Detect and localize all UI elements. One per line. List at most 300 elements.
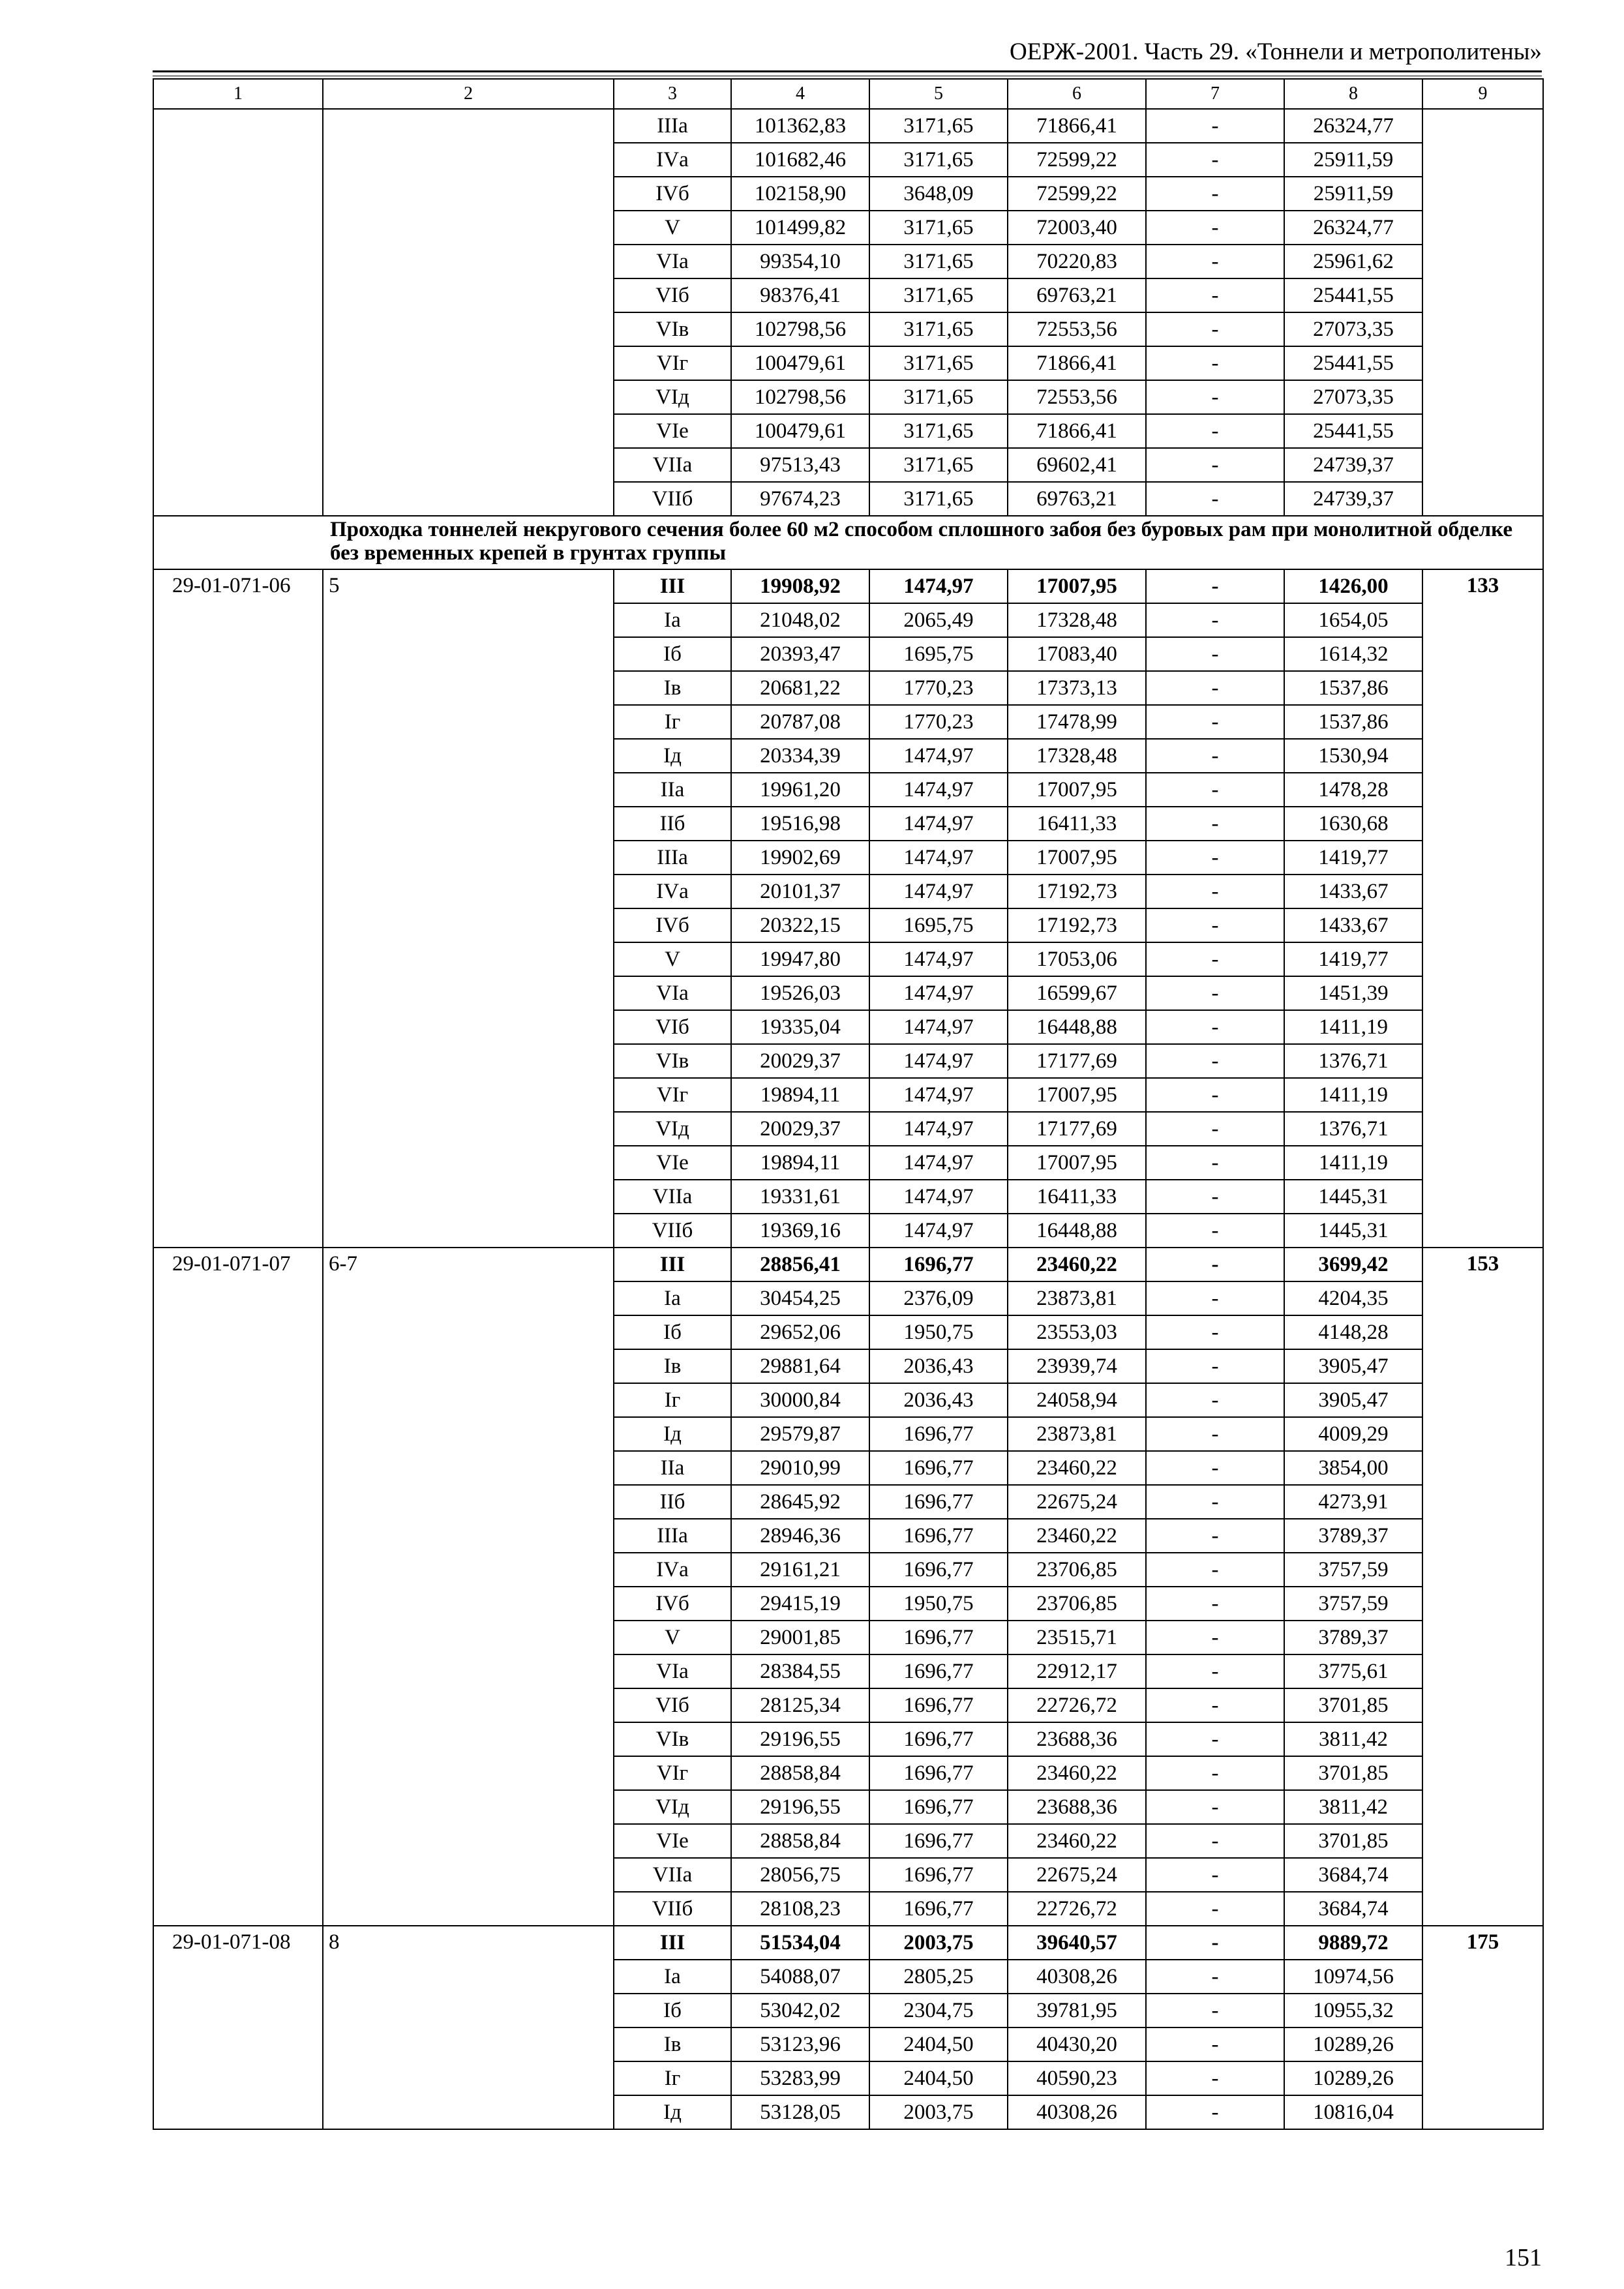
value-cell-c5: 2404,50 [869, 2027, 1008, 2061]
category-cell: Iа [614, 603, 731, 637]
value-cell-c6: 22675,24 [1008, 1858, 1146, 1892]
value-cell-c7: - [1146, 1824, 1284, 1858]
value-cell-c6: 23873,81 [1008, 1281, 1146, 1315]
value-cell-c8: 1537,86 [1284, 671, 1422, 705]
value-cell-c7: - [1146, 671, 1284, 705]
category-cell: VIIа [614, 1180, 731, 1214]
value-cell-c8: 3701,85 [1284, 1756, 1422, 1790]
value-cell-c5: 1696,77 [869, 1248, 1008, 1281]
value-cell-c7: - [1146, 807, 1284, 841]
value-cell-c7: - [1146, 143, 1284, 177]
value-cell-c8: 1376,71 [1284, 1044, 1422, 1078]
value-cell-c4: 98376,41 [731, 278, 869, 312]
column-number: 8 [1284, 79, 1422, 109]
value-cell-c5: 1696,77 [869, 1722, 1008, 1756]
value-cell-c8: 3775,61 [1284, 1654, 1422, 1688]
value-cell-c8: 1445,31 [1284, 1214, 1422, 1248]
value-cell-c5: 1696,77 [869, 1654, 1008, 1688]
value-cell-c8: 3701,85 [1284, 1688, 1422, 1722]
value-cell-c5: 1474,97 [869, 1214, 1008, 1248]
value-cell-c8: 27073,35 [1284, 380, 1422, 414]
value-cell-c4: 28056,75 [731, 1858, 869, 1892]
value-cell-c7: - [1146, 705, 1284, 739]
value-cell-c4: 20393,47 [731, 637, 869, 671]
value-cell-c6: 22912,17 [1008, 1654, 1146, 1688]
value-cell-c7: - [1146, 2095, 1284, 2129]
value-cell-c6: 22726,72 [1008, 1892, 1146, 1926]
value-cell-c6: 17192,73 [1008, 875, 1146, 908]
value-cell-c7: - [1146, 1078, 1284, 1112]
value-cell-c6: 69602,41 [1008, 448, 1146, 482]
value-cell-c4: 19947,80 [731, 942, 869, 976]
value-cell-c4: 29881,64 [731, 1349, 869, 1383]
price-table [153, 78, 1544, 2130]
value-cell-c4: 29010,99 [731, 1451, 869, 1485]
value-cell-c6: 69763,21 [1008, 278, 1146, 312]
column-number: 3 [614, 79, 731, 109]
category-cell: IIа [614, 1451, 731, 1485]
value-cell-c5: 1696,77 [869, 1688, 1008, 1722]
value-cell-c8: 1445,31 [1284, 1180, 1422, 1214]
value-cell-c7: - [1146, 1654, 1284, 1688]
value-cell-c5: 1474,97 [869, 739, 1008, 773]
value-cell-c4: 19894,11 [731, 1078, 869, 1112]
value-cell-c5: 1474,97 [869, 976, 1008, 1010]
value-cell-c4: 101499,82 [731, 211, 869, 245]
value-cell-c4: 29161,21 [731, 1553, 869, 1587]
value-cell-c7: - [1146, 448, 1284, 482]
value-cell-c5: 1950,75 [869, 1587, 1008, 1621]
value-cell-c5: 1696,77 [869, 1621, 1008, 1654]
value-cell-c6: 16448,88 [1008, 1010, 1146, 1044]
value-cell-c8: 4273,91 [1284, 1485, 1422, 1519]
value-cell-c7: - [1146, 380, 1284, 414]
value-cell-c6: 17007,95 [1008, 841, 1146, 875]
value-cell-c4: 28946,36 [731, 1519, 869, 1553]
value-cell-c6: 23688,36 [1008, 1722, 1146, 1756]
value-cell-c6: 17053,06 [1008, 942, 1146, 976]
value-cell-c5: 2376,09 [869, 1281, 1008, 1315]
category-cell: V [614, 1621, 731, 1654]
value-cell-c5: 1474,97 [869, 1010, 1008, 1044]
category-cell: VIв [614, 1722, 731, 1756]
category-cell: VIе [614, 1146, 731, 1180]
value-cell-c5: 1474,97 [869, 841, 1008, 875]
value-cell-c8: 3905,47 [1284, 1383, 1422, 1417]
value-cell-c7: - [1146, 739, 1284, 773]
value-cell-c8: 27073,35 [1284, 312, 1422, 346]
category-cell: IIа [614, 773, 731, 807]
value-cell-c7: - [1146, 109, 1284, 143]
value-cell-c8: 1419,77 [1284, 942, 1422, 976]
value-cell-c5: 3171,65 [869, 278, 1008, 312]
value-cell-c8: 3757,59 [1284, 1587, 1422, 1621]
value-cell-c5: 3648,09 [869, 177, 1008, 211]
category-cell: VIг [614, 1078, 731, 1112]
category-cell: Iг [614, 2061, 731, 2095]
value-cell-c6: 23460,22 [1008, 1824, 1146, 1858]
value-cell-c5: 2304,75 [869, 1994, 1008, 2027]
value-cell-c4: 29001,85 [731, 1621, 869, 1654]
value-cell-c5: 2805,25 [869, 1960, 1008, 1994]
value-cell-c7: - [1146, 1281, 1284, 1315]
column9-value: 133 [1422, 569, 1543, 1248]
value-cell-c5: 3171,65 [869, 448, 1008, 482]
value-cell-c6: 72553,56 [1008, 312, 1146, 346]
value-cell-c5: 3171,65 [869, 143, 1008, 177]
value-cell-c5: 1695,75 [869, 908, 1008, 942]
category-cell: V [614, 942, 731, 976]
value-cell-c5: 1950,75 [869, 1315, 1008, 1349]
value-cell-c5: 3171,65 [869, 312, 1008, 346]
column9-value: 175 [1422, 1926, 1543, 2129]
value-cell-c8: 1411,19 [1284, 1078, 1422, 1112]
value-cell-c6: 17007,95 [1008, 1146, 1146, 1180]
value-cell-c4: 19961,20 [731, 773, 869, 807]
value-cell-c8: 3811,42 [1284, 1790, 1422, 1824]
value-cell-c7: - [1146, 1180, 1284, 1214]
value-cell-c7: - [1146, 976, 1284, 1010]
value-cell-c8: 3684,74 [1284, 1892, 1422, 1926]
value-cell-c4: 51534,04 [731, 1926, 869, 1960]
value-cell-c8: 10289,26 [1284, 2061, 1422, 2095]
value-cell-c4: 97674,23 [731, 482, 869, 516]
value-cell-c5: 1474,97 [869, 1146, 1008, 1180]
page-number: 151 [1505, 2244, 1542, 2271]
value-cell-c4: 19331,61 [731, 1180, 869, 1214]
value-cell-c8: 9889,72 [1284, 1926, 1422, 1960]
value-cell-c8: 1614,32 [1284, 637, 1422, 671]
value-cell-c6: 24058,94 [1008, 1383, 1146, 1417]
column-number: 2 [323, 79, 614, 109]
value-cell-c8: 4009,29 [1284, 1417, 1422, 1451]
norm-code: 29-01-071-08 [153, 1926, 323, 2129]
value-cell-c8: 1433,67 [1284, 875, 1422, 908]
value-cell-c8: 1411,19 [1284, 1146, 1422, 1180]
value-cell-c5: 3171,65 [869, 346, 1008, 380]
column-number: 1 [153, 79, 323, 109]
value-cell-c4: 53283,99 [731, 2061, 869, 2095]
value-cell-c6: 23553,03 [1008, 1315, 1146, 1349]
value-cell-c4: 102798,56 [731, 380, 869, 414]
value-cell-c6: 40308,26 [1008, 2095, 1146, 2129]
value-cell-c7: - [1146, 1214, 1284, 1248]
value-cell-c6: 72599,22 [1008, 177, 1146, 211]
value-cell-c7: - [1146, 1756, 1284, 1790]
value-cell-c7: - [1146, 637, 1284, 671]
value-cell-c6: 23460,22 [1008, 1756, 1146, 1790]
category-cell: VIа [614, 976, 731, 1010]
value-cell-c5: 1696,77 [869, 1553, 1008, 1587]
value-cell-c8: 3811,42 [1284, 1722, 1422, 1756]
value-cell-c5: 1474,97 [869, 1078, 1008, 1112]
value-cell-c5: 2003,75 [869, 1926, 1008, 1960]
value-cell-c8: 1530,94 [1284, 739, 1422, 773]
value-cell-c4: 100479,61 [731, 346, 869, 380]
value-cell-c8: 1478,28 [1284, 773, 1422, 807]
value-cell-c6: 71866,41 [1008, 346, 1146, 380]
value-cell-c4: 29196,55 [731, 1722, 869, 1756]
value-cell-c6: 23460,22 [1008, 1519, 1146, 1553]
category-cell: VIв [614, 312, 731, 346]
soil-group: 8 [323, 1926, 614, 2129]
category-cell: VIд [614, 380, 731, 414]
value-cell-c8: 1537,86 [1284, 705, 1422, 739]
value-cell-c7: - [1146, 1553, 1284, 1587]
section-title-row [153, 516, 1543, 569]
value-cell-c6: 16599,67 [1008, 976, 1146, 1010]
value-cell-c4: 102798,56 [731, 312, 869, 346]
category-cell: IIIа [614, 841, 731, 875]
category-cell: Iв [614, 1349, 731, 1383]
value-cell-c7: - [1146, 942, 1284, 976]
value-cell-c6: 17007,95 [1008, 773, 1146, 807]
value-cell-c5: 1474,97 [869, 569, 1008, 603]
value-cell-c7: - [1146, 414, 1284, 448]
category-cell: IVа [614, 143, 731, 177]
value-cell-c6: 17328,48 [1008, 603, 1146, 637]
value-cell-c4: 101682,46 [731, 143, 869, 177]
value-cell-c8: 3757,59 [1284, 1553, 1422, 1587]
category-cell: VIе [614, 1824, 731, 1858]
value-cell-c6: 23688,36 [1008, 1790, 1146, 1824]
value-cell-c6: 72553,56 [1008, 380, 1146, 414]
column-number: 7 [1146, 79, 1284, 109]
group-head-row [153, 1248, 1543, 1281]
value-cell-c6: 23873,81 [1008, 1417, 1146, 1451]
value-cell-c7: - [1146, 1621, 1284, 1654]
value-cell-c4: 19526,03 [731, 976, 869, 1010]
category-cell: Iб [614, 1315, 731, 1349]
value-cell-c8: 3789,37 [1284, 1621, 1422, 1654]
value-cell-c5: 3171,65 [869, 211, 1008, 245]
value-cell-c7: - [1146, 346, 1284, 380]
value-cell-c7: - [1146, 2027, 1284, 2061]
value-cell-c6: 22726,72 [1008, 1688, 1146, 1722]
value-cell-c4: 19908,92 [731, 569, 869, 603]
value-cell-c7: - [1146, 1858, 1284, 1892]
value-cell-c7: - [1146, 1010, 1284, 1044]
value-cell-c6: 17177,69 [1008, 1044, 1146, 1078]
category-cell: IVб [614, 177, 731, 211]
value-cell-c7: - [1146, 1417, 1284, 1451]
category-cell: IVа [614, 875, 731, 908]
value-cell-c8: 4148,28 [1284, 1315, 1422, 1349]
category-cell: III [614, 1926, 731, 1960]
value-cell-c4: 20787,08 [731, 705, 869, 739]
value-cell-c8: 25911,59 [1284, 143, 1422, 177]
value-cell-c8: 26324,77 [1284, 109, 1422, 143]
category-cell: Iа [614, 1960, 731, 1994]
category-cell: VIд [614, 1790, 731, 1824]
value-cell-c4: 28858,84 [731, 1824, 869, 1858]
value-cell-c6: 72003,40 [1008, 211, 1146, 245]
value-cell-c8: 25441,55 [1284, 414, 1422, 448]
value-cell-c6: 17007,95 [1008, 569, 1146, 603]
value-cell-c7: - [1146, 841, 1284, 875]
category-cell: Iд [614, 1417, 731, 1451]
soil-group: 6-7 [323, 1248, 614, 1926]
category-cell: VIб [614, 1688, 731, 1722]
value-cell-c7: - [1146, 2061, 1284, 2095]
category-cell: Iд [614, 739, 731, 773]
value-cell-c5: 2036,43 [869, 1383, 1008, 1417]
category-cell: VIа [614, 245, 731, 278]
category-cell: VIб [614, 278, 731, 312]
value-cell-c5: 2003,75 [869, 2095, 1008, 2129]
value-cell-c5: 2404,50 [869, 2061, 1008, 2095]
value-cell-c4: 28108,23 [731, 1892, 869, 1926]
value-cell-c5: 1696,77 [869, 1858, 1008, 1892]
value-cell-c6: 17192,73 [1008, 908, 1146, 942]
value-cell-c5: 1770,23 [869, 671, 1008, 705]
section-title: Проходка тоннелей некругового сечения более 60 м2 способом сплошного забоя без буровых рам при монолитной обделке без временных крепей в грунтах группы [153, 516, 1543, 569]
value-cell-c8: 1419,77 [1284, 841, 1422, 875]
value-cell-c4: 28125,34 [731, 1688, 869, 1722]
group-head-row [153, 1926, 1543, 1960]
value-cell-c6: 17478,99 [1008, 705, 1146, 739]
value-cell-c6: 16411,33 [1008, 1180, 1146, 1214]
column-number: 4 [731, 79, 869, 109]
soil-cell-empty [323, 109, 614, 516]
value-cell-c4: 53042,02 [731, 1994, 869, 2027]
value-cell-c7: - [1146, 312, 1284, 346]
category-cell: Iв [614, 671, 731, 705]
value-cell-c6: 17373,13 [1008, 671, 1146, 705]
value-cell-c6: 23515,71 [1008, 1621, 1146, 1654]
value-cell-c4: 20029,37 [731, 1044, 869, 1078]
category-cell: VIб [614, 1010, 731, 1044]
value-cell-c7: - [1146, 1315, 1284, 1349]
value-cell-c4: 20681,22 [731, 671, 869, 705]
category-cell: III [614, 1248, 731, 1281]
value-cell-c8: 24739,37 [1284, 482, 1422, 516]
value-cell-c5: 1474,97 [869, 942, 1008, 976]
category-cell: Iд [614, 2095, 731, 2129]
value-cell-c6: 17328,48 [1008, 739, 1146, 773]
column9-value: 153 [1422, 1248, 1543, 1926]
value-cell-c7: - [1146, 278, 1284, 312]
value-cell-c7: - [1146, 1688, 1284, 1722]
category-cell: VIг [614, 1756, 731, 1790]
value-cell-c7: - [1146, 1248, 1284, 1281]
value-cell-c8: 25961,62 [1284, 245, 1422, 278]
value-cell-c4: 29196,55 [731, 1790, 869, 1824]
value-cell-c4: 20101,37 [731, 875, 869, 908]
value-cell-c5: 3171,65 [869, 414, 1008, 448]
category-cell: Iг [614, 1383, 731, 1417]
value-cell-c5: 1696,77 [869, 1756, 1008, 1790]
value-cell-c6: 23706,85 [1008, 1553, 1146, 1587]
category-cell: VIе [614, 414, 731, 448]
value-cell-c8: 4204,35 [1284, 1281, 1422, 1315]
value-cell-c6: 17083,40 [1008, 637, 1146, 671]
value-cell-c7: - [1146, 1892, 1284, 1926]
value-cell-c7: - [1146, 1146, 1284, 1180]
value-cell-c8: 10289,26 [1284, 2027, 1422, 2061]
value-cell-c7: - [1146, 245, 1284, 278]
value-cell-c4: 29652,06 [731, 1315, 869, 1349]
soil-group: 5 [323, 569, 614, 1248]
value-cell-c8: 3701,85 [1284, 1824, 1422, 1858]
value-cell-c8: 26324,77 [1284, 211, 1422, 245]
value-cell-c6: 39781,95 [1008, 1994, 1146, 2027]
value-cell-c8: 1630,68 [1284, 807, 1422, 841]
value-cell-c8: 1451,39 [1284, 976, 1422, 1010]
value-cell-c5: 1474,97 [869, 807, 1008, 841]
value-cell-c6: 23460,22 [1008, 1451, 1146, 1485]
category-cell: VIв [614, 1044, 731, 1078]
value-cell-c6: 70220,83 [1008, 245, 1146, 278]
code-cell-empty [153, 109, 323, 516]
value-cell-c4: 21048,02 [731, 603, 869, 637]
value-cell-c4: 28384,55 [731, 1654, 869, 1688]
column-number: 5 [869, 79, 1008, 109]
value-cell-c5: 1696,77 [869, 1451, 1008, 1485]
value-cell-c6: 16448,88 [1008, 1214, 1146, 1248]
value-cell-c8: 25441,55 [1284, 278, 1422, 312]
value-cell-c7: - [1146, 908, 1284, 942]
category-cell: VIIб [614, 482, 731, 516]
value-cell-c4: 53128,05 [731, 2095, 869, 2129]
value-cell-c5: 1696,77 [869, 1417, 1008, 1451]
value-cell-c6: 40590,23 [1008, 2061, 1146, 2095]
price-table-body [153, 79, 1543, 2129]
value-cell-c4: 28856,41 [731, 1248, 869, 1281]
value-cell-c5: 1696,77 [869, 1824, 1008, 1858]
value-cell-c6: 23706,85 [1008, 1587, 1146, 1621]
value-cell-c4: 28858,84 [731, 1756, 869, 1790]
value-cell-c4: 30454,25 [731, 1281, 869, 1315]
value-cell-c7: - [1146, 1349, 1284, 1383]
value-cell-c5: 3171,65 [869, 245, 1008, 278]
value-cell-c4: 19335,04 [731, 1010, 869, 1044]
running-header: ОЕРЖ-2001. Часть 29. «Тоннели и метрополитены» [1010, 38, 1542, 65]
value-cell-c8: 10974,56 [1284, 1960, 1422, 1994]
value-cell-c6: 69763,21 [1008, 482, 1146, 516]
category-cell: Iв [614, 2027, 731, 2061]
category-cell: VIд [614, 1112, 731, 1146]
value-cell-c7: - [1146, 1383, 1284, 1417]
column-number: 6 [1008, 79, 1146, 109]
value-cell-c6: 17177,69 [1008, 1112, 1146, 1146]
value-cell-c4: 100479,61 [731, 414, 869, 448]
value-cell-c8: 3905,47 [1284, 1349, 1422, 1383]
category-cell: IVа [614, 1553, 731, 1587]
value-cell-c5: 1695,75 [869, 637, 1008, 671]
value-cell-c7: - [1146, 1587, 1284, 1621]
value-cell-c5: 3171,65 [869, 482, 1008, 516]
value-cell-c7: - [1146, 1722, 1284, 1756]
value-cell-c4: 19516,98 [731, 807, 869, 841]
value-cell-c4: 97513,43 [731, 448, 869, 482]
value-cell-c6: 23939,74 [1008, 1349, 1146, 1383]
group-head-row [153, 569, 1543, 603]
category-cell: IIб [614, 1485, 731, 1519]
value-cell-c8: 10816,04 [1284, 2095, 1422, 2129]
value-cell-c5: 1696,77 [869, 1485, 1008, 1519]
value-cell-c6: 71866,41 [1008, 414, 1146, 448]
value-cell-c7: - [1146, 1485, 1284, 1519]
value-cell-c5: 3171,65 [869, 380, 1008, 414]
value-cell-c5: 1474,97 [869, 773, 1008, 807]
category-cell: IIб [614, 807, 731, 841]
category-cell: VIIб [614, 1892, 731, 1926]
value-cell-c5: 1474,97 [869, 875, 1008, 908]
value-cell-c4: 101362,83 [731, 109, 869, 143]
value-cell-c4: 30000,84 [731, 1383, 869, 1417]
value-cell-c6: 23460,22 [1008, 1248, 1146, 1281]
